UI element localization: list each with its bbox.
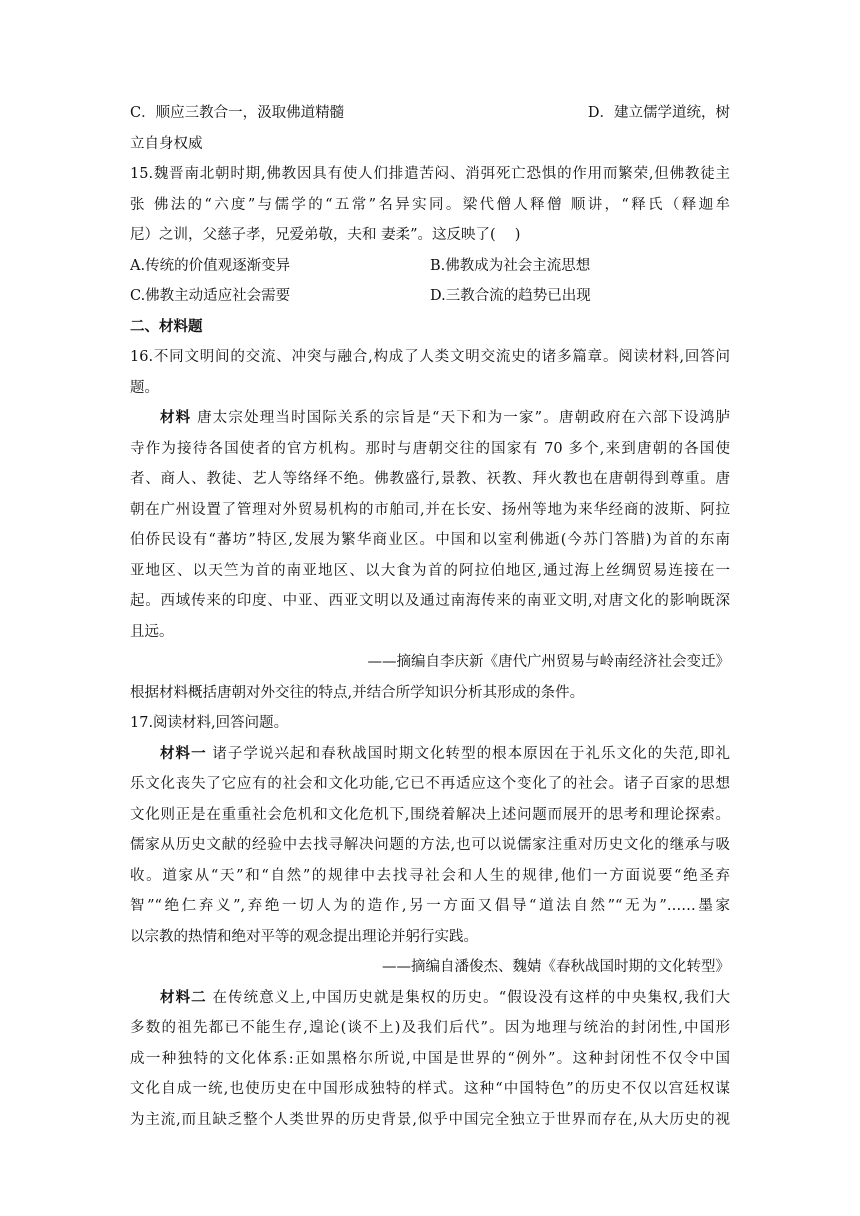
q15-option-a: A.传统的价值观逐渐变异 — [130, 257, 291, 274]
q16-material-text: 唐太宗处理当时国际关系的宗旨是“天下和为一家”。唐朝政府在六部下设鸿胪 — [191, 410, 730, 426]
q17-material2-line: 成一种独特的文化体系:正如黑格尔所说,中国是世界的“例外”。这种封闭性不仅令中国 — [130, 1050, 730, 1067]
q17-material1-source: ——摘编自潘俊杰、魏婧《春秋战国时期的文化转型》 — [382, 959, 730, 975]
q17-material1-line: 智”“绝仁弃义”,弃绝一切人为的造作,另一方面又倡导“道法自然”“无为”……墨家 — [130, 898, 730, 914]
q16-material-line — [130, 403, 730, 434]
q15-options-row — [130, 281, 730, 312]
q16-material-line: 寺作为接待各国使者的官方机构。那时与唐朝交往的国家有 70 多个,来到唐朝的各国使 — [130, 440, 730, 457]
question-17 — [130, 708, 730, 1135]
q15-option-c: C.佛教主动适应社会需要 — [130, 288, 291, 304]
q14-option-d-cont: 立自身权威 — [130, 135, 203, 152]
q17-material2-line — [130, 983, 730, 1014]
q16-question: 根据材料概括唐朝对外交往的特点,并结合所学知识分析其形成的条件。 — [130, 684, 585, 701]
q16-stem-line: 16.不同文明间的交流、冲突与融合,构成了人类文明交流史的诸多篇章。阅读材料,回答问 — [130, 349, 730, 365]
section-title: 二、材料题 — [130, 317, 203, 335]
q17-material2-label: 材料二 — [160, 988, 207, 1006]
q16-material-line: 起。西域传来的印度、中亚、西亚文明以及通过南海传来的南亚文明,对唐文化的影响既深 — [130, 593, 730, 609]
q15-stem-line: 张 佛法的“六度”与儒学的“五常”名异实同。梁代僧人释僧 顺讲，“释氏（释迦牟 — [130, 196, 730, 213]
q17-material1-line: 乐文化丧失了它应有的社会和文化功能,它已不再适应这个变化了的社会。诸子百家的思想 — [130, 776, 730, 792]
q17-material1-line — [130, 739, 730, 770]
q14-option-d: D．建立儒学道统，树 — [587, 105, 730, 121]
question-15 — [130, 159, 730, 312]
q17-material1-line: 儒家从历史文献的经验中去找寻解决问题的方法,也可以说儒家注重对历史文化的继承与吸 — [130, 837, 730, 853]
q15-stem-line: 15.魏晋南北朝时期,佛教因具有使人们排遣苦闷、消弭死亡恐惧的作用而繁荣,但佛教徒主 — [130, 166, 730, 182]
q17-material2-line: 多数的祖先都已不能生存,遑论(谈不上)及我们后代”。因为地理与统治的封闭性,中国形 — [130, 1020, 730, 1036]
q16-stem-line: 题。 — [130, 379, 159, 396]
q17-material1-line: 收。道家从“天”和“自然”的规律中去找寻社会和人生的规律,他们一方面说要“绝圣弃 — [130, 867, 730, 884]
q17-material1-line: 文化则正是在重重社会危机和文化危机下,围绕着解决上述问题而展开的思考和理论探索。 — [130, 806, 730, 823]
q14-option-c: C．顺应三教合一，汲取佛道精髓 — [130, 105, 345, 121]
q15-option-b: B.佛教成为社会主流思想 — [430, 257, 591, 274]
q14-options-row — [130, 98, 730, 129]
document-content — [130, 98, 730, 1135]
q15-stem-line: 尼）之训，父慈子孝，兄爱弟敬，夫和 妻柔”。这反映了( ) — [130, 227, 521, 243]
q16-material-line: 且远。 — [130, 623, 174, 640]
q16-material-label: 材料 — [160, 409, 192, 426]
q15-options-row — [130, 251, 730, 282]
question-16 — [130, 342, 730, 708]
q16-material-line: 者、商人、教徒、艺人等络绎不绝。佛教盛行,景教、祆教、拜火教也在唐朝得到尊重。唐 — [130, 471, 730, 487]
q15-option-d: D.三教合流的趋势已出现 — [430, 288, 591, 304]
q16-material-line: 伯侨民设有“蕃坊”特区,发展为繁华商业区。中国和以室利佛逝(今苏门答腊)为首的东南 — [130, 532, 730, 548]
q17-stem: 17.阅读材料,回答问题。 — [130, 715, 289, 731]
q17-material1-line: 以宗教的热情和绝对平等的观念提出理论并躬行实践。 — [130, 928, 478, 945]
q16-material-line: 亚地区、以天竺为首的南亚地区、以大食为首的阿拉伯地区,通过海上丝绸贸易连接在一 — [130, 562, 730, 579]
q17-material2-line: 为主流,而且缺乏整个人类世界的历史背景,似乎中国完全独立于世界而存在,从大历史的视 — [130, 1111, 730, 1128]
q17-material2-line: 文化自成一统,也使历史在中国形成独特的样式。这种“中国特色”的历史不仅以宫廷权谋 — [130, 1081, 730, 1097]
q16-source: ——摘编自李庆新《唐代广州贸易与岭南经济社会变迁》 — [367, 654, 730, 670]
q17-material1-text: 诸子学说兴起和春秋战国时期文化转型的根本原因在于礼乐文化的失范,即礼 — [206, 745, 731, 762]
q17-material2-text: 在传统意义上,中国历史就是集权的历史。“假设没有这样的中央集权,我们大 — [206, 989, 730, 1006]
q17-material1-label: 材料一 — [160, 744, 207, 762]
q16-material-line: 朝在广州设置了管理对外贸易机构的市舶司,并在长安、扬州等地为来华经商的波斯、阿拉 — [130, 501, 730, 518]
